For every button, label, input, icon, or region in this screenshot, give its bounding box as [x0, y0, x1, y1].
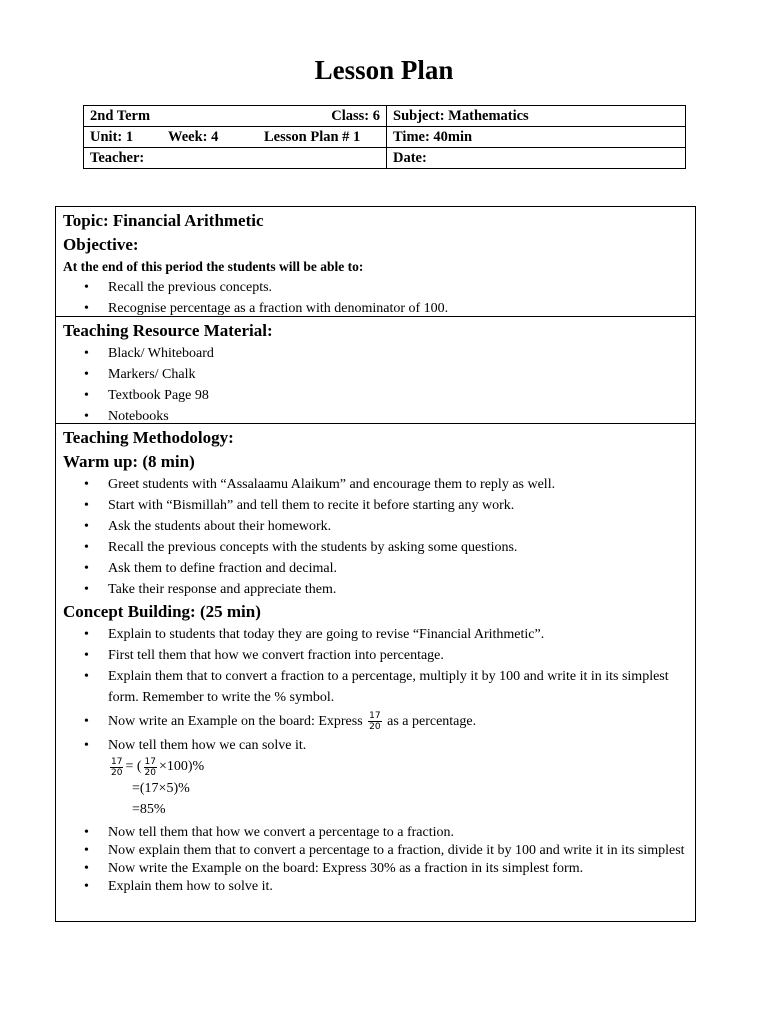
teacher-cell: Teacher: — [84, 148, 387, 169]
conversion-list — [63, 824, 688, 896]
term-label: 2nd Term — [90, 107, 151, 124]
objective-heading: Objective: — [63, 235, 139, 254]
objective-lead: At the end of this period the students will be able to: — [63, 259, 364, 274]
list-item: • Explain them how to solve it. — [63, 878, 688, 896]
math-times-text: ×100)% — [158, 759, 205, 775]
topic-heading: Topic: Financial Arithmetic — [63, 211, 264, 230]
term-class-cell — [84, 106, 387, 127]
subject-cell: Subject: Mathematics — [387, 106, 686, 127]
example-before-text: Now write an Example on the board: Express — [108, 714, 367, 729]
list-item: • Recall the previous concepts. — [63, 277, 688, 298]
list-item: • Markers/ Chalk — [63, 364, 688, 385]
date-cell: Date: — [387, 148, 686, 169]
lesson-content-box — [55, 206, 696, 922]
list-item: • Take their response and appreciate them. — [63, 579, 688, 600]
list-item: • Ask the students about their homework. — [63, 516, 688, 537]
example-item — [63, 711, 688, 732]
fraction-17-20 — [144, 757, 157, 778]
example-after-text: as a percentage. — [383, 714, 477, 729]
math-equals-text: = ( — [125, 759, 142, 775]
concept-list — [63, 624, 688, 756]
list-item: • Greet students with “Assalaamu Alaikum” and encourage them to reply as well. — [63, 474, 688, 495]
time-cell: Time: 40min — [387, 127, 686, 148]
fraction-denominator: 20 — [144, 767, 156, 778]
math-line-1 — [108, 756, 688, 777]
list-item: • Now write the Example on the board: Express 30% as a fraction in its simplest form. — [63, 860, 688, 878]
math-working — [63, 756, 688, 819]
fraction-denominator: 20 — [369, 722, 381, 733]
list-item: • Recognise percentage as a fraction with denominator of 100. — [63, 298, 688, 319]
fraction-17-20 — [110, 757, 123, 778]
list-item: • First tell them that how we convert fraction into percentage. — [63, 645, 688, 666]
list-item: • Textbook Page 98 — [63, 385, 688, 406]
math-line-3: =85% — [132, 801, 166, 817]
list-item: • Explain to students that today they are going to revise “Financial Arithmetic”. — [63, 624, 688, 645]
list-item: • Ask them to define fraction and decimal. — [63, 558, 688, 579]
class-label: Class: 6 — [331, 107, 380, 124]
list-item: • Now tell them that how we convert a percentage to a fraction. — [63, 824, 688, 842]
fraction-numerator: 17 — [111, 756, 123, 767]
lesson-header-table — [83, 105, 686, 169]
list-item: • Black/ Whiteboard — [63, 343, 688, 364]
unit-week-cell — [84, 127, 387, 148]
math-line-2: =(17×5)% — [132, 780, 190, 796]
week-label: Week: 4 — [168, 128, 219, 145]
list-item: • Start with “Bismillah” and tell them to recite it before starting any work. — [63, 495, 688, 516]
methodology-section — [56, 424, 695, 896]
list-item: • Explain them that to convert a fraction to a percentage, multiply it by 100 and write it in its simplest form. Remember to write the % symbol. — [63, 666, 688, 708]
fraction-denominator: 20 — [111, 767, 123, 778]
resources-list — [63, 343, 688, 427]
page-title: Lesson Plan — [314, 55, 454, 85]
resources-heading: Teaching Resource Material: — [63, 321, 273, 340]
lesson-plan-label: Lesson Plan # 1 — [264, 128, 361, 145]
solve-item: • Now tell them how we can solve it. — [63, 735, 688, 756]
fraction-numerator: 17 — [369, 711, 381, 722]
methodology-heading: Teaching Methodology: — [63, 428, 234, 447]
topic-objective-section — [56, 207, 695, 317]
unit-label: Unit: 1 — [90, 128, 134, 145]
objective-list — [63, 277, 688, 319]
fraction-17-20 — [368, 711, 381, 732]
list-item: • Notebooks — [63, 406, 688, 427]
concept-heading: Concept Building: (25 min) — [63, 602, 261, 621]
resources-section — [56, 317, 695, 424]
list-item: • Now explain them that to convert a percentage to a fraction, divide it by 100 and write it in its simplest — [63, 842, 688, 860]
fraction-numerator: 17 — [144, 756, 156, 767]
list-item: • Recall the previous concepts with the students by asking some questions. — [63, 537, 688, 558]
warmup-heading: Warm up: (8 min) — [63, 452, 195, 471]
warmup-list — [63, 474, 688, 600]
